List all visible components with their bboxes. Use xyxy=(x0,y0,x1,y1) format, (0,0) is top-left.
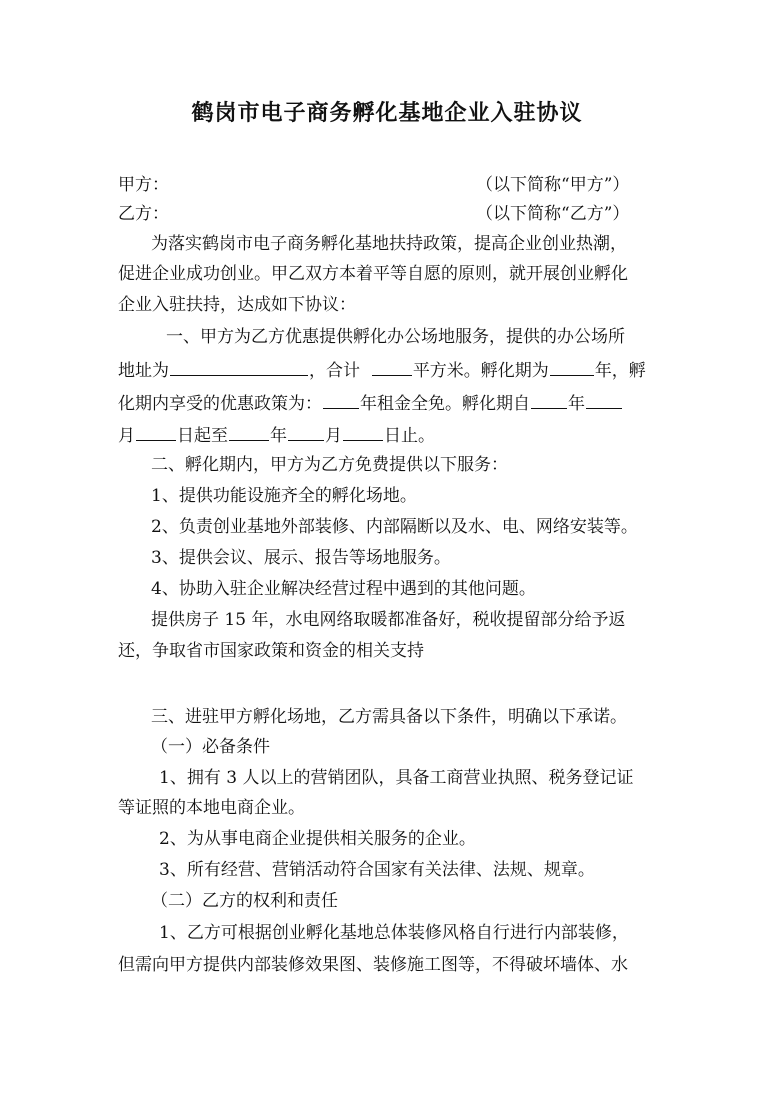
clause1-line-2: 地址为 ，合计 平方米。孵化期为 年，孵 xyxy=(118,357,646,383)
clause3-heading: 三、进驻甲方孵化场地，乙方需具备以下条件，明确以下承诺。 xyxy=(151,707,627,727)
clause3-req2: 2、为从事电商企业提供相关服务的企业。 xyxy=(159,829,476,849)
clause2-item: 4、协助入驻企业解决经营过程中遇到的其他问题。 xyxy=(151,579,536,599)
clause2-heading: 二、孵化期内，甲方为乙方免费提供以下服务： xyxy=(151,455,508,475)
party-b-note: （以下简称“乙方”） xyxy=(476,204,630,224)
clause3-right1-line-2: 但需向甲方提供内部装修效果图、装修施工图等，不得破坏墙体、水 xyxy=(118,955,628,975)
clause1-line-3: 化期内享受的优惠政策为： 年租金全免。孵化期自 年 xyxy=(118,390,623,416)
clause2-extra-line-1: 提供房子 15 年，水电网络取暖都准备好，税收提留部分给予返 xyxy=(151,610,626,630)
clause1-line-1: 一、甲方为乙方优惠提供孵化办公场地服务，提供的办公场所 xyxy=(166,327,625,347)
clause2-item: 1、提供功能设施齐全的孵化场地。 xyxy=(151,486,417,506)
clause3-req1-line-1: 1、拥有 3 人以上的营销团队，具备工商营业执照、税务登记证 xyxy=(159,768,634,788)
clause2-extra-line-2: 还，争取省市国家政策和资金的相关支持 xyxy=(118,641,424,661)
intro-line-3: 企业入驻扶持，达成如下协议： xyxy=(118,295,356,315)
clause3-req3: 3、所有经营、营销活动符合国家有关法律、法规、规章。 xyxy=(159,860,595,880)
document-title: 鹤岗市电子商务孵化基地企业入驻协议 xyxy=(191,100,583,126)
clause3-req1-line-2: 等证照的本地电商企业。 xyxy=(118,798,305,818)
party-a-label: 甲方： xyxy=(118,175,169,195)
party-a-note: （以下简称“甲方”） xyxy=(476,175,630,195)
clause1-line-4: 月 日起至 年 月 日止。 xyxy=(118,422,435,448)
clause3-right1-line-1: 1、乙方可根据创业孵化基地总体装修风格自行进行内部装修， xyxy=(159,923,629,943)
clause3-sub2: （二）乙方的权利和责任 xyxy=(151,891,338,911)
clause3-sub1: （一）必备条件 xyxy=(151,737,270,757)
clause2-item: 3、提供会议、展示、报告等场地服务。 xyxy=(151,548,451,568)
intro-line-2: 促进企业成功创业。甲乙双方本着平等自愿的原则，就开展创业孵化 xyxy=(118,264,628,284)
party-b-label: 乙方： xyxy=(118,204,169,224)
intro-line-1: 为落实鹤岗市电子商务孵化基地扶持政策，提高企业创业热潮， xyxy=(151,234,627,254)
clause2-item: 2、负责创业基地外部装修、内部隔断以及水、电、网络安装等。 xyxy=(151,517,638,537)
